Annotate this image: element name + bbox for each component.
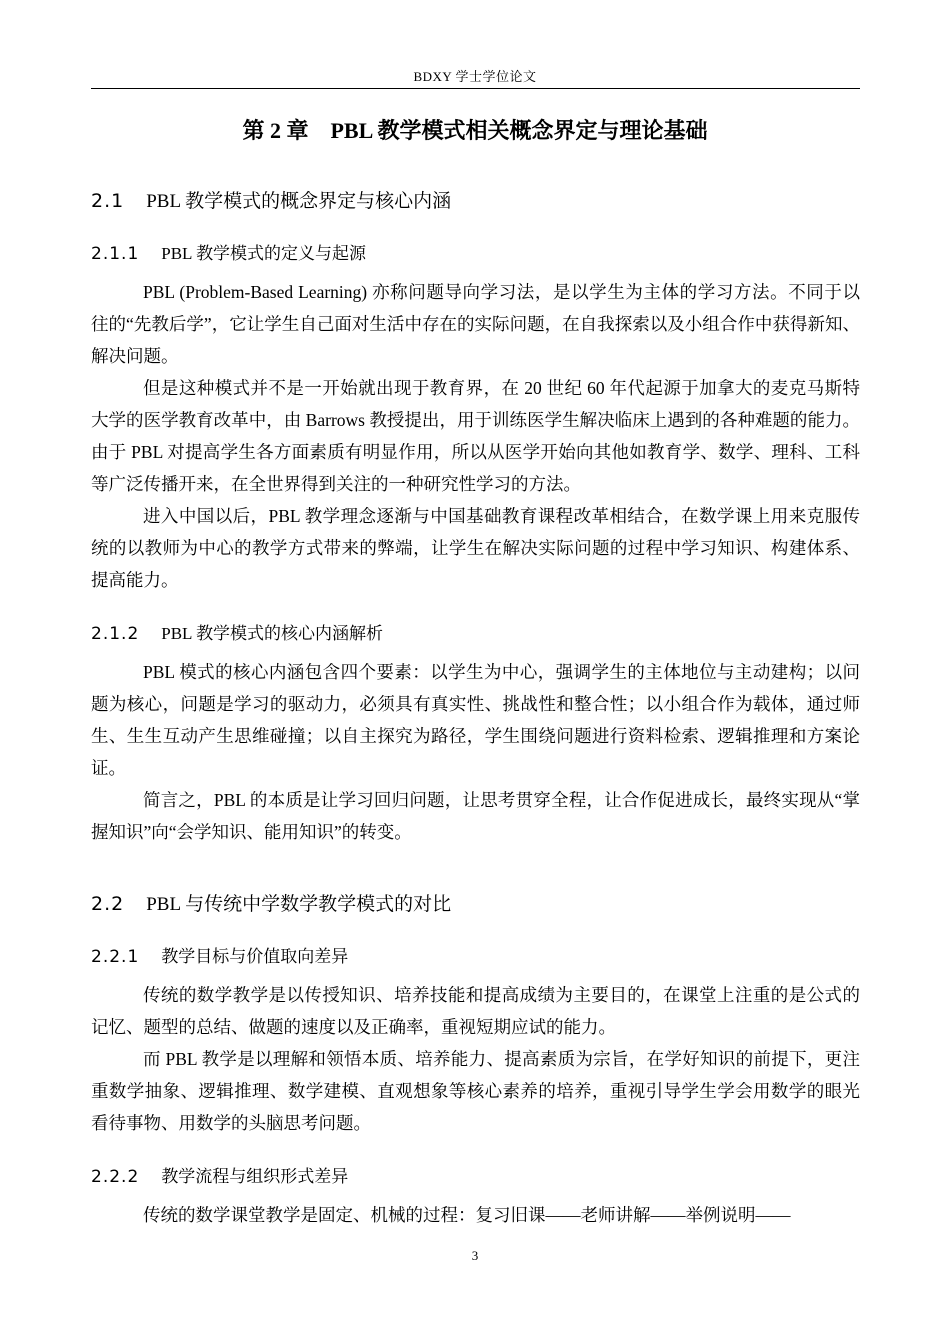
paragraph: PBL (Problem-Based Learning) 亦称问题导向学习法，是以学生为主体的学习方法。不同于以往的“先教后学”，它让学生自己面对生活中存在的实际问题，在自我探索以及小组合作中获得新知、解决问题。 — [91, 282, 860, 366]
running-header: BDXY 学士学位论文 — [413, 69, 537, 84]
subsection-number: 2.2.2 — [91, 1167, 140, 1187]
subsection-heading-2-2-2 — [91, 1162, 348, 1187]
paragraph: 但是这种模式并不是一开始就出现于教育界，在 20 世纪 60 年代起源于加拿大的麦克马斯特大学的医学教育改革中，由 Barrows 教授提出，用于训练医学生解决临床上遇到的各种难题的能力。由于 PBL 对提高学生各方面素质有明显作用，所以从医学开始向其他如教育学、数学、理科、工科等广泛传播开来，在全世界得到关注的一种研究性学习的方法。 — [91, 378, 860, 494]
subsection-title: PBL 教学模式的核心内涵解析 — [161, 624, 384, 643]
page-number: 3 — [471, 1248, 479, 1263]
subsection-title: 教学目标与价值取向差异 — [161, 947, 349, 966]
subsection-heading-2-1-1 — [91, 239, 366, 264]
subsection-number: 2.1.1 — [91, 244, 140, 264]
paragraph: 传统的数学教学是以传授知识、培养技能和提高成绩为主要目的，在课堂上注重的是公式的记忆、题型的总结、做题的速度以及正确率，重视短期应试的能力。 — [91, 985, 860, 1037]
paragraph: PBL 模式的核心内涵包含四个要素：以学生为中心，强调学生的主体地位与主动建构；以问题为核心，问题是学习的驱动力，必须具有真实性、挑战性和整合性；以小组合作为载体，通过师生、生生互动产生思维碰撞；以自主探究为路径，学生围绕问题进行资料检索、逻辑推理和方案论证。 — [91, 662, 860, 778]
chapter-title: 第 2 章 PBL 教学模式相关概念界定与理论基础 — [242, 118, 708, 143]
paragraph: 而 PBL 教学是以理解和领悟本质、培养能力、提高素质为宗旨，在学好知识的前提下，更注重数学抽象、逻辑推理、数学建模、直观想象等核心素养的培养，重视引导学生学会用数学的眼光看待事物、用数学的头脑思考问题。 — [91, 1049, 860, 1133]
section-heading-2-2 — [91, 889, 451, 916]
section-number: 2.1 — [91, 190, 125, 212]
subsection-heading-2-2-1 — [91, 942, 348, 967]
section-title: PBL 教学模式的概念界定与核心内涵 — [146, 191, 452, 212]
subsection-number: 2.2.1 — [91, 947, 140, 967]
section-heading-2-1 — [91, 186, 451, 213]
header-rule — [91, 88, 860, 89]
subsection-heading-2-1-2 — [91, 619, 383, 644]
paragraph: 简言之，PBL 的本质是让学习回归问题，让思考贯穿全程，让合作促进成长，最终实现从“掌握知识”向“会学知识、能用知识”的转变。 — [91, 790, 860, 842]
subsection-title: 教学流程与组织形式差异 — [161, 1167, 349, 1186]
subsection-title: PBL 教学模式的定义与起源 — [161, 244, 367, 263]
section-number: 2.2 — [91, 893, 125, 915]
subsection-number: 2.1.2 — [91, 624, 140, 644]
section-title: PBL 与传统中学数学教学模式的对比 — [146, 894, 452, 915]
paragraph: 传统的数学课堂教学是固定、机械的过程：复习旧课——老师讲解——举例说明—— — [143, 1205, 791, 1225]
paragraph: 进入中国以后，PBL 教学理念逐渐与中国基础教育课程改革相结合，在数学课上用来克服传统的以教师为中心的教学方式带来的弊端，让学生在解决实际问题的过程中学习知识、构建体系、提高能力。 — [91, 506, 860, 590]
